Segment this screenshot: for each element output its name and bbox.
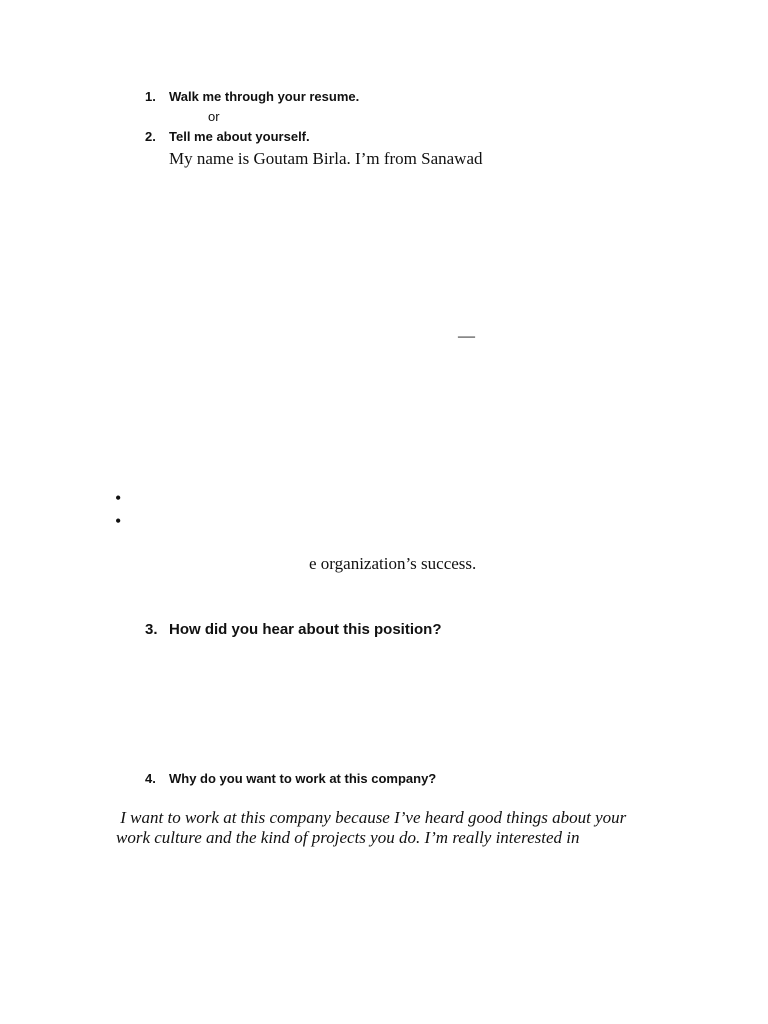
question-text: Why do you want to work at this company? (169, 771, 437, 786)
question-4 (145, 771, 436, 786)
question-text: Walk me through your resume. (169, 89, 360, 104)
success-fragment: e organization’s success. (309, 554, 477, 573)
question-text: Tell me about yourself. (169, 129, 310, 144)
question-1 (145, 89, 359, 104)
question-number: 3. (145, 621, 158, 638)
answer-intro: My name is Goutam Birla. I’m from Sanawad (169, 149, 483, 168)
bullet-2: • (115, 511, 122, 531)
answer-company-line-2: work culture and the kind of projects you do. I’m really interested in (116, 828, 580, 847)
or-separator: or (208, 109, 220, 124)
answer-company-line-1: I want to work at this company because I’ve heard good things about your (116, 808, 627, 827)
question-2 (145, 129, 310, 144)
question-text: How did you hear about this position? (169, 621, 442, 638)
question-number: 1. (145, 89, 156, 104)
question-number: 4. (145, 771, 156, 786)
question-3 (145, 621, 442, 638)
bullet-1: • (115, 488, 122, 508)
question-number: 2. (145, 129, 156, 144)
em-dash: — (458, 326, 475, 345)
